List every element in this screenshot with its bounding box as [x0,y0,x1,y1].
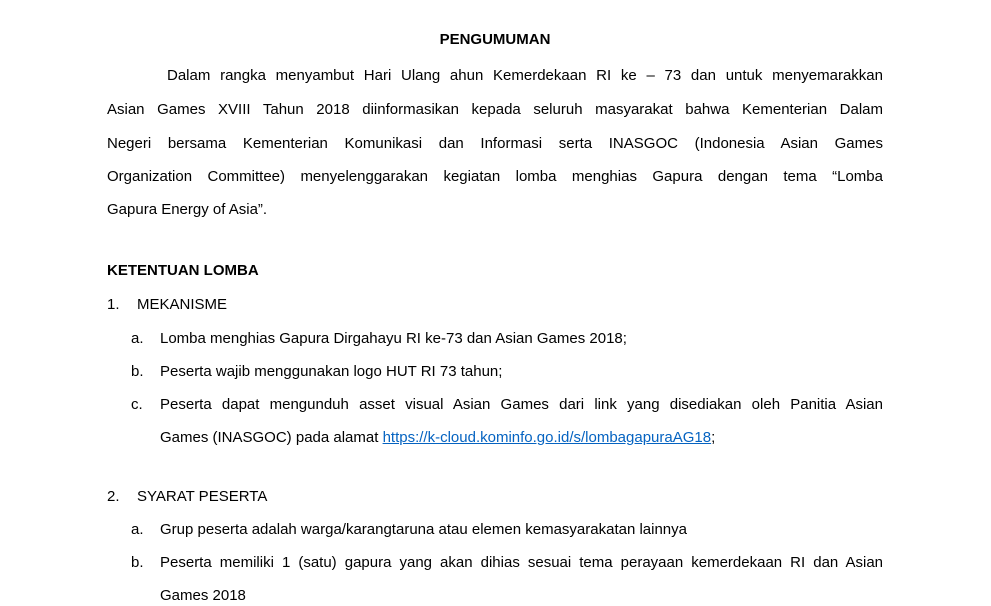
section-number: 2. [107,488,120,505]
item-text: Peserta memiliki 1 (satu) gapura yang akan dihias sesuai tema perayaan kemerdekaan RI dan Asian [160,554,883,571]
section-title: SYARAT PESERTA [137,488,268,505]
section-heading: KETENTUAN LOMBA [107,262,259,279]
section-number: 1. [107,296,120,313]
list-item-continuation [160,428,883,448]
item-text: Grup peserta adalah warga/karangtaruna atau elemen kemasyarakatan lainnya [160,521,687,538]
section-title: MEKANISME [137,296,228,313]
asset-download-link[interactable]: https://k-cloud.kominfo.go.id/s/lombagapuraAG18 [382,429,712,446]
intro-paragraph-line: Gapura Energy of Asia”. [107,201,268,218]
item-text: Peserta wajib menggunakan logo HUT RI 73 tahun; [160,363,503,380]
item-text: Games 2018 [160,587,246,604]
item-text: ; [711,429,716,446]
intro-paragraph-line: Asian Games XVIII Tahun 2018 diinformasikan kepada seluruh masyarakat bahwa Kementerian Dalam [107,101,883,118]
intro-paragraph-line: Negeri bersama Kementerian Komunikasi dan Informasi serta INASGOC (Indonesia Asian Games [107,135,883,152]
intro-paragraph-line: Dalam rangka menyambut Hari Ulang ahun Kemerdekaan RI ke – 73 dan untuk menyemarakkan [167,67,883,84]
item-label: a. [131,330,144,347]
item-label: b. [131,554,144,571]
item-label: b. [131,363,144,380]
intro-paragraph-line: Organization Committee) menyelenggarakan kegiatan lomba menghias Gapura dengan tema “Lomba [107,168,883,185]
item-text: Peserta dapat mengunduh asset visual Asian Games dari link yang disediakan oleh Panitia Asian [160,396,883,413]
list-item-continuation-clipped [160,584,360,604]
item-text: Games (INASGOC) pada alamat [160,429,383,446]
document-title: PENGUMUMAN [439,31,551,48]
item-label: a. [131,521,144,538]
item-label: c. [131,396,143,413]
item-text: Lomba menghias Gapura Dirgahayu RI ke-73 dan Asian Games 2018; [160,330,627,347]
